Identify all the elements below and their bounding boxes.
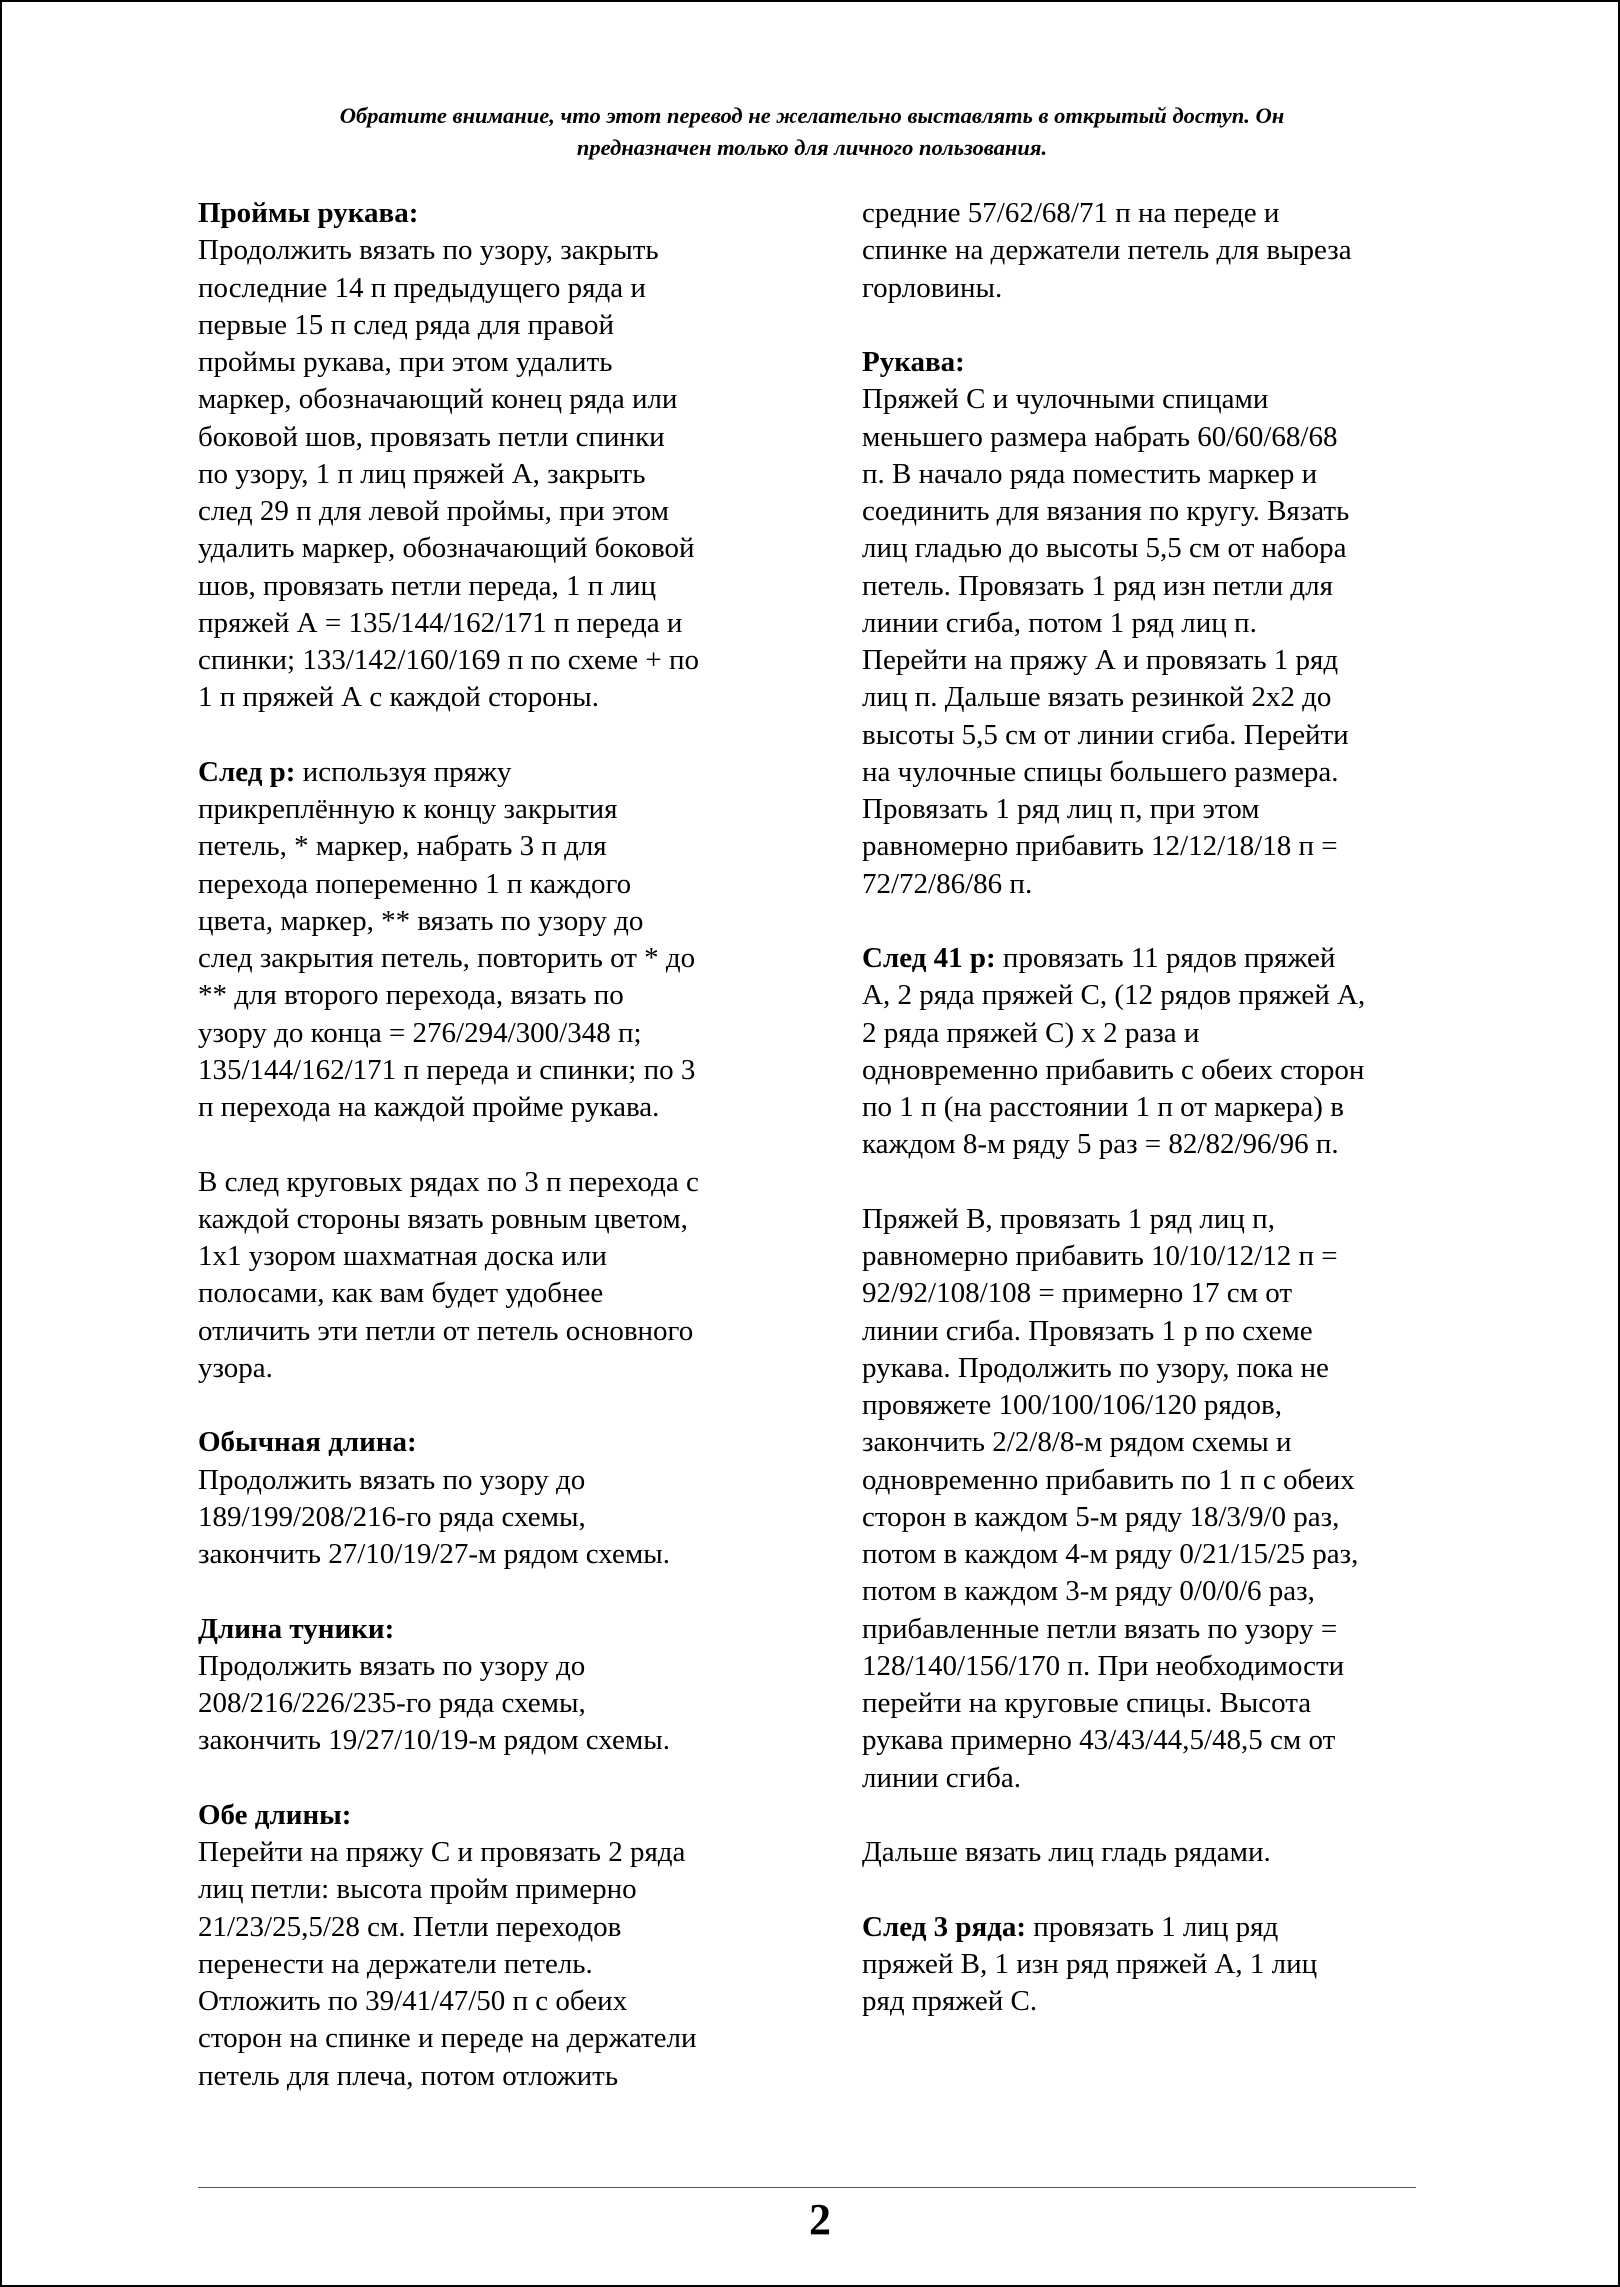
text-line: перехода попеременно 1 п каждого: [198, 867, 632, 900]
text-line: спинки; 133/142/160/169 п по схеме + по: [198, 644, 700, 676]
paragraph-heading-line: [198, 195, 778, 232]
text-line: полосами, как вам будет удобнее: [198, 1277, 604, 1310]
text-line: по 1 п (на расстоянии 1 п от маркера) в: [862, 1091, 1344, 1123]
section-heading: След 41 р:: [862, 942, 996, 974]
text-line: 72/72/86/86 п.: [862, 867, 1033, 900]
paragraph-heading-line: [198, 1611, 778, 1648]
paragraph: [862, 940, 1442, 1164]
copyright-notice: [152, 100, 1472, 164]
text-line: проймы рукава, при этом удалить: [198, 346, 613, 378]
text-line: лиц п. Дальше вязать резинкой 2х2 до: [862, 681, 1332, 714]
text-line: средние 57/62/68/71 п на переде и: [862, 197, 1280, 229]
text-line: одновременно прибавить с обеих сторон: [862, 1053, 1365, 1086]
page-number: 2: [809, 2195, 831, 2244]
text-line: высоты 5,5 см от линии сгиба. Перейти: [862, 718, 1349, 751]
section-heading: Длина туники:: [198, 1612, 395, 1645]
text-line: первые 15 п след ряда для правой: [198, 308, 614, 341]
paragraph: [862, 1909, 1442, 2021]
text-line: соединить для вязания по кругу. Вязать: [862, 495, 1350, 527]
text-line: Провязать 1 ряд лиц п, при этом: [862, 793, 1260, 825]
paragraph-heading-line: [198, 754, 778, 791]
text-line: п. В начало ряда поместить маркер и: [862, 457, 1318, 490]
text-line: Перейти на пряжу С и провязать 2 ряда: [198, 1836, 686, 1868]
paragraph: [198, 1164, 778, 1388]
text-line: ряд пряжей С.: [862, 1985, 1038, 2017]
text-line: 92/92/108/108 = примерно 17 см от: [862, 1277, 1293, 1310]
section-heading: Проймы рукава:: [198, 197, 419, 229]
text-line: 189/199/208/216-го ряда схемы,: [198, 1500, 586, 1533]
text-line: спинке на держатели петель для выреза: [862, 234, 1352, 267]
text-line: удалить маркер, обозначающий боковой: [198, 532, 695, 565]
text-line: петель для плеча, потом отложить: [198, 2059, 619, 2092]
text-line: 2 ряда пряжей С) х 2 раза и: [862, 1016, 1200, 1049]
text-line: В след круговых рядах по 3 п перехода с: [198, 1165, 699, 1198]
text-line: п перехода на каждой пройме рукава.: [198, 1091, 660, 1123]
text-line: маркер, обозначающий конец ряда или: [198, 383, 678, 416]
heading-continuation: провязать 11 рядов пряжей: [995, 942, 1336, 974]
text-line: 1 п пряжей А с каждой стороны.: [198, 681, 599, 714]
text-line: лиц петли: высота пройм примерно: [198, 1873, 637, 1906]
text-line: лиц гладью до высоты 5,5 см от набора: [862, 532, 1347, 565]
text-line: линии сгиба.: [862, 1761, 1021, 1794]
text-line: 208/216/226/235-го ряда схемы,: [198, 1687, 586, 1719]
text-line: Дальше вязать лиц гладь рядами.: [862, 1836, 1271, 1868]
right-column: [862, 195, 1442, 2020]
text-line: закончить 19/27/10/19-м рядом схемы.: [198, 1724, 671, 1757]
text-line: перенести на держатели петель.: [198, 1947, 593, 1980]
text-line: линии сгиба, потом 1 ряд лиц п.: [862, 606, 1257, 639]
text-line: Перейти на пряжу А и провязать 1 ряд: [862, 644, 1339, 676]
text-line: прикреплённую к концу закрытия: [198, 793, 618, 825]
text-line: по узору, 1 п лиц пряжей А, закрыть: [198, 457, 646, 490]
notice-line: Обратите внимание, что этот перевод не желательно выставлять в открытый доступ. Он: [339, 103, 1285, 128]
text-line: Пряжей С и чулочными спицами: [862, 383, 1269, 416]
text-line: цвета, маркер, ** вязать по узору до: [198, 904, 644, 937]
footer-divider: [198, 2187, 1416, 2188]
text-line: равномерно прибавить 12/12/18/18 п =: [862, 830, 1338, 863]
text-line: боковой шов, провязать петли спинки: [198, 420, 665, 453]
text-line: след закрытия петель, повторить от * до: [198, 942, 696, 974]
text-line: Продолжить вязать по узору до: [198, 1463, 586, 1496]
text-line: узора.: [198, 1351, 273, 1384]
text-line: А, 2 ряда пряжей С, (12 рядов пряжей А,: [862, 979, 1366, 1012]
text-line: узору до конца = 276/294/300/348 п;: [198, 1016, 642, 1049]
text-line: одновременно прибавить по 1 п с обеих: [862, 1463, 1355, 1496]
section-heading: Рукава:: [862, 346, 965, 378]
text-line: равномерно прибавить 10/10/12/12 п =: [862, 1240, 1338, 1272]
text-line: меньшего размера набрать 60/60/68/68: [862, 420, 1338, 453]
heading-continuation: провязать 1 лиц ряд: [1026, 1910, 1279, 1943]
text-line: 128/140/156/170 п. При необходимости: [862, 1649, 1345, 1682]
paragraph: [862, 344, 1442, 903]
text-line: каждом 8-м ряду 5 раз = 82/82/96/96 п.: [862, 1128, 1339, 1161]
text-line: сторон в каждом 5-м ряду 18/3/9/0 раз,: [862, 1500, 1340, 1533]
paragraph: [198, 195, 778, 717]
text-line: провяжете 100/100/106/120 рядов,: [862, 1389, 1282, 1421]
text-line: последние 14 п предыдущего ряда и: [198, 271, 646, 304]
text-line: отличить эти петли от петель основного: [198, 1314, 694, 1347]
paragraph: [862, 195, 1442, 307]
text-line: пряжей В, 1 изн ряд пряжей А, 1 лиц: [862, 1947, 1318, 1980]
text-line: рукава. Продолжить по узору, пока не: [862, 1351, 1329, 1384]
paragraph-heading-line: [198, 1797, 778, 1834]
text-line: потом в каждом 3-м ряду 0/0/0/6 раз,: [862, 1575, 1315, 1608]
text-line: Отложить по 39/41/47/50 п с обеих: [198, 1985, 628, 2017]
paragraph: [862, 1834, 1442, 1871]
text-line: закончить 2/2/8/8-м рядом схемы и: [862, 1426, 1292, 1459]
paragraph-heading-line: [198, 1424, 778, 1461]
paragraph: [198, 1424, 778, 1573]
text-line: 21/23/25,5/28 см. Петли переходов: [198, 1910, 622, 1943]
paragraph: [198, 1797, 778, 2095]
text-line: на чулочные спицы большего размера.: [862, 755, 1339, 788]
notice-line: предназначен только для личного пользования.: [576, 135, 1048, 160]
paragraph-heading-line: [862, 344, 1442, 381]
text-line: шов, провязать петли переда, 1 п лиц: [198, 569, 657, 602]
text-line: прибавленные петли вязать по узору =: [862, 1612, 1338, 1645]
text-line: закончить 27/10/19/27-м рядом схемы.: [198, 1538, 671, 1570]
section-heading: След р:: [198, 755, 296, 788]
text-line: пряжей А = 135/144/162/171 п переда и: [198, 606, 683, 639]
text-line: 1x1 узором шахматная доска или: [198, 1240, 607, 1272]
heading-continuation: используя пряжу: [295, 755, 512, 788]
text-line: Продолжить вязать по узору до: [198, 1649, 586, 1682]
paragraph: [198, 1611, 778, 1760]
text-line: перейти на круговые спицы. Высота: [862, 1687, 1312, 1719]
paragraph: [198, 754, 778, 1127]
text-line: петель. Провязать 1 ряд изн петли для: [862, 569, 1333, 602]
left-column: [198, 195, 778, 2095]
paragraph-heading-line: [862, 940, 1442, 977]
text-line: сторон на спинке и переде на держатели: [198, 2022, 697, 2055]
text-line: след 29 п для левой проймы, при этом: [198, 495, 669, 527]
text-line: линии сгиба. Провязать 1 р по схеме: [862, 1314, 1313, 1347]
text-line: горловины.: [862, 271, 1003, 304]
text-line: 135/144/162/171 п переда и спинки; по 3: [198, 1053, 696, 1086]
text-line: петель, * маркер, набрать 3 п для: [198, 830, 607, 863]
text-line: ** для второго перехода, вязать по: [198, 979, 624, 1012]
text-line: Продолжить вязать по узору, закрыть: [198, 234, 659, 267]
section-heading: След 3 ряда:: [862, 1910, 1027, 1943]
section-heading: Обычная длина:: [198, 1426, 417, 1459]
paragraph: [862, 1201, 1442, 1797]
text-line: потом в каждом 4-м ряду 0/21/15/25 раз,: [862, 1538, 1359, 1570]
paragraph-heading-line: [862, 1909, 1442, 1946]
text-line: рукава примерно 43/43/44,5/48,5 см от: [862, 1724, 1336, 1757]
section-heading: Обе длины:: [198, 1798, 352, 1831]
text-line: каждой стороны вязать ровным цветом,: [198, 1202, 688, 1235]
text-line: Пряжей В, провязать 1 ряд лиц п,: [862, 1202, 1275, 1235]
